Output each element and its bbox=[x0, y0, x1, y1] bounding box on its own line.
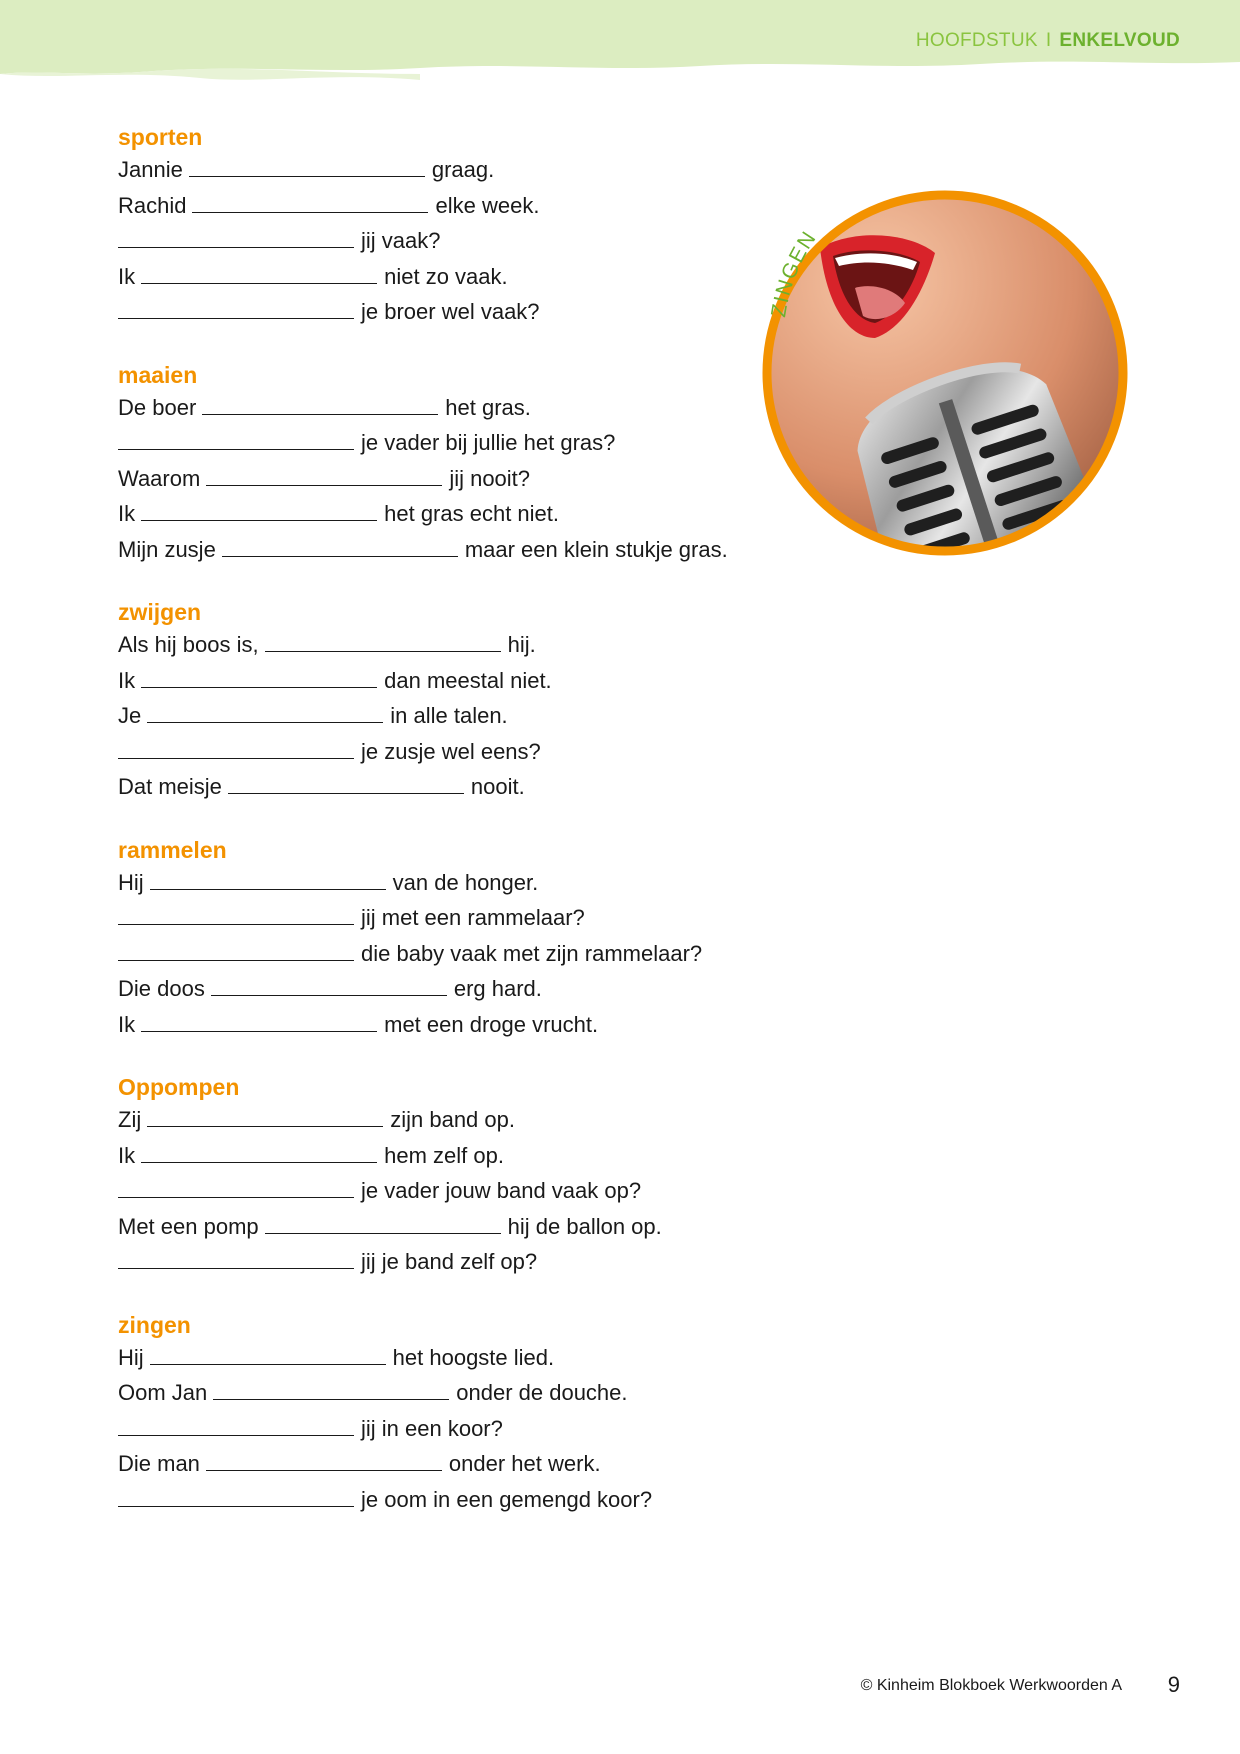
line-suffix: het gras. bbox=[445, 394, 531, 420]
line-suffix: die baby vaak met zijn rammelaar? bbox=[361, 940, 703, 966]
section-title: zwijgen bbox=[118, 599, 202, 625]
line-suffix: je zusje wel eens? bbox=[361, 738, 541, 764]
exercise-line bbox=[118, 1244, 818, 1280]
answer-blank[interactable] bbox=[150, 888, 386, 890]
answer-blank[interactable] bbox=[118, 757, 354, 759]
header-separator: I bbox=[1045, 30, 1052, 51]
exercise-line bbox=[118, 1482, 818, 1518]
exercise-line bbox=[118, 223, 818, 259]
running-header bbox=[916, 30, 1180, 52]
photo-label: ZINGEN bbox=[767, 226, 822, 319]
exercise-line bbox=[118, 900, 818, 936]
line-suffix: je broer wel vaak? bbox=[361, 299, 540, 324]
exercise-line bbox=[118, 1007, 818, 1043]
exercise-line bbox=[118, 461, 818, 497]
exercise-line bbox=[118, 1340, 818, 1376]
exercise-line bbox=[118, 971, 818, 1007]
line-prefix: Ik bbox=[118, 1011, 136, 1037]
line-prefix: Oom Jan bbox=[118, 1380, 208, 1405]
line-prefix: Zij bbox=[118, 1107, 142, 1132]
answer-blank[interactable] bbox=[141, 686, 377, 688]
line-prefix: Die man bbox=[118, 1451, 200, 1476]
answer-blank[interactable] bbox=[141, 1030, 377, 1032]
answer-blank[interactable] bbox=[141, 1161, 377, 1163]
answer-blank[interactable] bbox=[189, 175, 425, 177]
answer-blank[interactable] bbox=[206, 484, 442, 486]
line-suffix: jij in een koor? bbox=[361, 1415, 503, 1441]
exercise-line bbox=[118, 1411, 818, 1447]
exercise-section-zwijgen bbox=[118, 597, 818, 805]
line-suffix: je vader bij jullie het gras? bbox=[361, 430, 616, 455]
exercise-line bbox=[118, 532, 818, 568]
line-suffix: maar een klein stukje gras. bbox=[464, 536, 728, 562]
answer-blank[interactable] bbox=[213, 1398, 449, 1400]
exercise-line bbox=[118, 188, 818, 224]
answer-blank[interactable] bbox=[228, 792, 464, 794]
line-prefix: Waarom bbox=[118, 465, 201, 491]
answer-blank[interactable] bbox=[118, 1196, 354, 1198]
line-suffix: graag. bbox=[431, 157, 495, 182]
section-title: Oppompen bbox=[118, 1074, 240, 1100]
line-suffix: hij. bbox=[507, 632, 536, 657]
answer-blank[interactable] bbox=[118, 246, 354, 248]
exercise-content bbox=[118, 122, 818, 1547]
exercise-line bbox=[118, 1173, 818, 1209]
answer-blank[interactable] bbox=[211, 994, 447, 996]
line-prefix: Ik bbox=[118, 1142, 136, 1168]
line-prefix: Ik bbox=[118, 263, 136, 289]
exercise-line bbox=[118, 390, 818, 426]
copyright-footer: © Kinheim Blokboek Werkwoorden A bbox=[860, 1677, 1122, 1694]
answer-blank[interactable] bbox=[202, 413, 438, 415]
exercise-line bbox=[118, 1209, 818, 1245]
answer-blank[interactable] bbox=[147, 1125, 383, 1127]
line-prefix: Rachid bbox=[118, 192, 187, 218]
exercise-line bbox=[118, 865, 818, 901]
line-suffix: jij vaak? bbox=[361, 228, 441, 253]
chapter-label: HOOFDSTUK bbox=[915, 30, 1038, 51]
line-suffix: jij met een rammelaar? bbox=[361, 905, 585, 930]
exercise-line bbox=[118, 936, 818, 972]
answer-blank[interactable] bbox=[222, 555, 458, 557]
page-number: 9 bbox=[1167, 1672, 1180, 1697]
line-suffix: jij je band zelf op? bbox=[361, 1249, 538, 1274]
exercise-line bbox=[118, 259, 818, 295]
line-suffix: je oom in een gemengd koor? bbox=[361, 1486, 653, 1512]
line-suffix: zijn band op. bbox=[390, 1107, 515, 1132]
line-suffix: nooit. bbox=[470, 774, 525, 799]
answer-blank[interactable] bbox=[118, 317, 354, 319]
line-prefix: Ik bbox=[118, 667, 136, 693]
line-suffix: niet zo vaak. bbox=[384, 263, 508, 289]
section-title: zingen bbox=[118, 1311, 191, 1338]
line-suffix: in alle talen. bbox=[390, 703, 508, 728]
line-prefix: Met een pomp bbox=[118, 1213, 259, 1239]
exercise-line bbox=[118, 294, 818, 330]
exercise-line bbox=[118, 1102, 818, 1138]
exercise-line bbox=[118, 663, 818, 699]
chapter-topic: ENKELVOUD bbox=[1059, 30, 1180, 51]
line-prefix: Ik bbox=[118, 501, 136, 526]
answer-blank[interactable] bbox=[206, 1469, 442, 1471]
exercise-line bbox=[118, 627, 818, 663]
exercise-section-oppompen bbox=[118, 1072, 818, 1280]
line-suffix: onder de douche. bbox=[456, 1380, 628, 1405]
section-title: sporten bbox=[118, 124, 203, 150]
line-suffix: van de honger. bbox=[392, 869, 539, 895]
line-suffix: hem zelf op. bbox=[384, 1142, 504, 1168]
answer-blank[interactable] bbox=[118, 1267, 354, 1269]
line-suffix: elke week. bbox=[435, 192, 540, 218]
line-suffix: dan meestal niet. bbox=[384, 667, 552, 693]
exercise-line bbox=[118, 1375, 818, 1411]
section-title: maaien bbox=[118, 361, 198, 388]
line-suffix: het gras echt niet. bbox=[384, 501, 560, 526]
line-prefix: Die doos bbox=[118, 976, 205, 1001]
answer-blank[interactable] bbox=[118, 959, 354, 961]
line-prefix: Jannie bbox=[118, 157, 183, 182]
exercise-line bbox=[118, 425, 818, 461]
exercise-line bbox=[118, 496, 818, 532]
exercise-line bbox=[118, 1446, 818, 1482]
exercise-line bbox=[118, 734, 818, 770]
exercise-line bbox=[118, 698, 818, 734]
answer-blank[interactable] bbox=[118, 923, 354, 925]
answer-blank[interactable] bbox=[141, 519, 377, 521]
answer-blank[interactable] bbox=[192, 211, 428, 213]
answer-blank[interactable] bbox=[118, 1505, 354, 1507]
line-prefix: Hij bbox=[118, 869, 144, 895]
answer-blank[interactable] bbox=[150, 1363, 386, 1365]
line-prefix: De boer bbox=[118, 394, 197, 420]
line-suffix: hij de ballon op. bbox=[507, 1213, 662, 1239]
line-suffix: je vader jouw band vaak op? bbox=[361, 1178, 642, 1203]
exercise-section-zingen bbox=[118, 1310, 818, 1518]
line-suffix: het hoogste lied. bbox=[392, 1344, 555, 1370]
answer-blank[interactable] bbox=[118, 1434, 354, 1436]
section-title: rammelen bbox=[118, 836, 227, 863]
answer-blank[interactable] bbox=[147, 721, 383, 723]
line-prefix: Dat meisje bbox=[118, 774, 222, 799]
line-prefix: Mijn zusje bbox=[118, 536, 216, 562]
exercise-section-maaien bbox=[118, 360, 818, 568]
exercise-section-rammelen bbox=[118, 835, 818, 1043]
answer-blank[interactable] bbox=[265, 1232, 501, 1234]
exercise-section-sporten bbox=[118, 122, 818, 330]
line-suffix: erg hard. bbox=[453, 976, 542, 1001]
line-prefix: Je bbox=[118, 703, 142, 728]
line-prefix: Hij bbox=[118, 1344, 144, 1370]
answer-blank[interactable] bbox=[118, 448, 354, 450]
exercise-line bbox=[118, 152, 818, 188]
line-prefix: Als hij boos is, bbox=[118, 632, 259, 657]
line-suffix: met een droge vrucht. bbox=[384, 1011, 599, 1037]
singer-photo bbox=[735, 158, 1145, 568]
line-suffix: jij nooit? bbox=[449, 465, 531, 491]
exercise-line bbox=[118, 769, 818, 805]
answer-blank[interactable] bbox=[141, 282, 377, 284]
answer-blank[interactable] bbox=[265, 650, 501, 652]
exercise-line bbox=[118, 1138, 818, 1174]
singer-microphone-illustration bbox=[735, 158, 1145, 568]
line-suffix: onder het werk. bbox=[448, 1451, 601, 1476]
